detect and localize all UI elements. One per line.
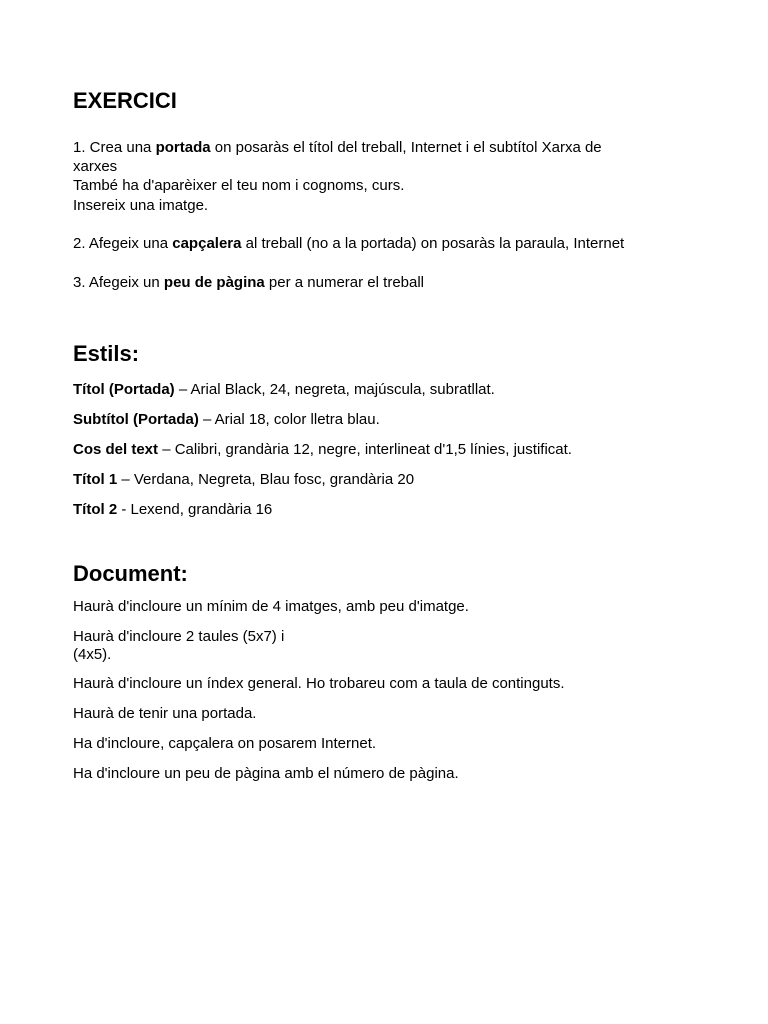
estil-item xyxy=(73,380,495,399)
estil-item xyxy=(73,440,572,459)
estil-item xyxy=(73,500,272,519)
estil-item-bold: Cos del text xyxy=(73,441,159,458)
document-line: (4x5). xyxy=(73,646,112,663)
document-line: Ha d'incloure, capçalera on posarem Internet. xyxy=(73,735,377,752)
exercici-item-1-line-3: També ha d'aparèixer el teu nom i cognoms, curs. xyxy=(73,177,405,194)
estils-heading: Estils: xyxy=(73,341,140,366)
estil-item-bold: Subtítol (Portada) xyxy=(73,411,199,428)
item-2-prefix: 2. Afegeix una xyxy=(73,235,173,252)
document-line: Ha d'incloure un peu de pàgina amb el número de pàgina. xyxy=(73,765,459,782)
item-2-rest: al treball (no a la portada) on posaràs la paraula, Internet xyxy=(241,235,625,252)
estil-item-bold: Títol 2 xyxy=(73,501,118,518)
document-line: Haurà d'incloure un mínim de 4 imatges, amb peu d'imatge. xyxy=(73,598,469,615)
estil-item xyxy=(73,410,380,429)
document-line: Haurà de tenir una portada. xyxy=(73,705,257,722)
item-3-rest: per a numerar el treball xyxy=(264,274,425,291)
exercici-item-2 xyxy=(73,234,624,253)
exercici-item-1-line-4: Insereix una imatge. xyxy=(73,197,209,214)
estil-item-bold: Títol (Portada) xyxy=(73,381,175,398)
estil-item xyxy=(73,470,414,489)
estil-item-rest: – Calibri, grandària 12, negre, interlineat d'1,5 línies, justificat. xyxy=(158,441,572,458)
exercici-item-1 xyxy=(73,138,602,157)
item-1-prefix: 1. Crea una xyxy=(73,139,156,156)
exercici-item-1-line-2: xarxes xyxy=(73,158,118,175)
estil-item-rest: – Verdana, Negreta, Blau fosc, grandària 20 xyxy=(117,471,415,488)
item-1-bold: portada xyxy=(155,139,211,156)
document-heading: Document: xyxy=(73,561,188,586)
estil-item-bold: Títol 1 xyxy=(73,471,118,488)
document-line: Haurà d'incloure 2 taules (5x7) i xyxy=(73,628,285,645)
item-2-bold: capçalera xyxy=(172,235,242,252)
item-3-bold: peu de pàgina xyxy=(163,274,265,291)
exercici-item-3 xyxy=(73,273,424,292)
estil-item-rest: - Lexend, grandària 16 xyxy=(117,501,273,518)
estil-item-rest: – Arial Black, 24, negreta, majúscula, subratllat. xyxy=(174,381,495,398)
exercici-heading: EXERCICI xyxy=(73,88,177,113)
item-1-rest: on posaràs el títol del treball, Internet i el subtítol Xarxa de xyxy=(210,139,602,156)
document-line: Haurà d'incloure un índex general. Ho trobareu com a taula de continguts. xyxy=(73,675,565,692)
item-3-prefix: 3. Afegeix un xyxy=(73,274,164,291)
estil-item-rest: – Arial 18, color lletra blau. xyxy=(198,411,380,428)
